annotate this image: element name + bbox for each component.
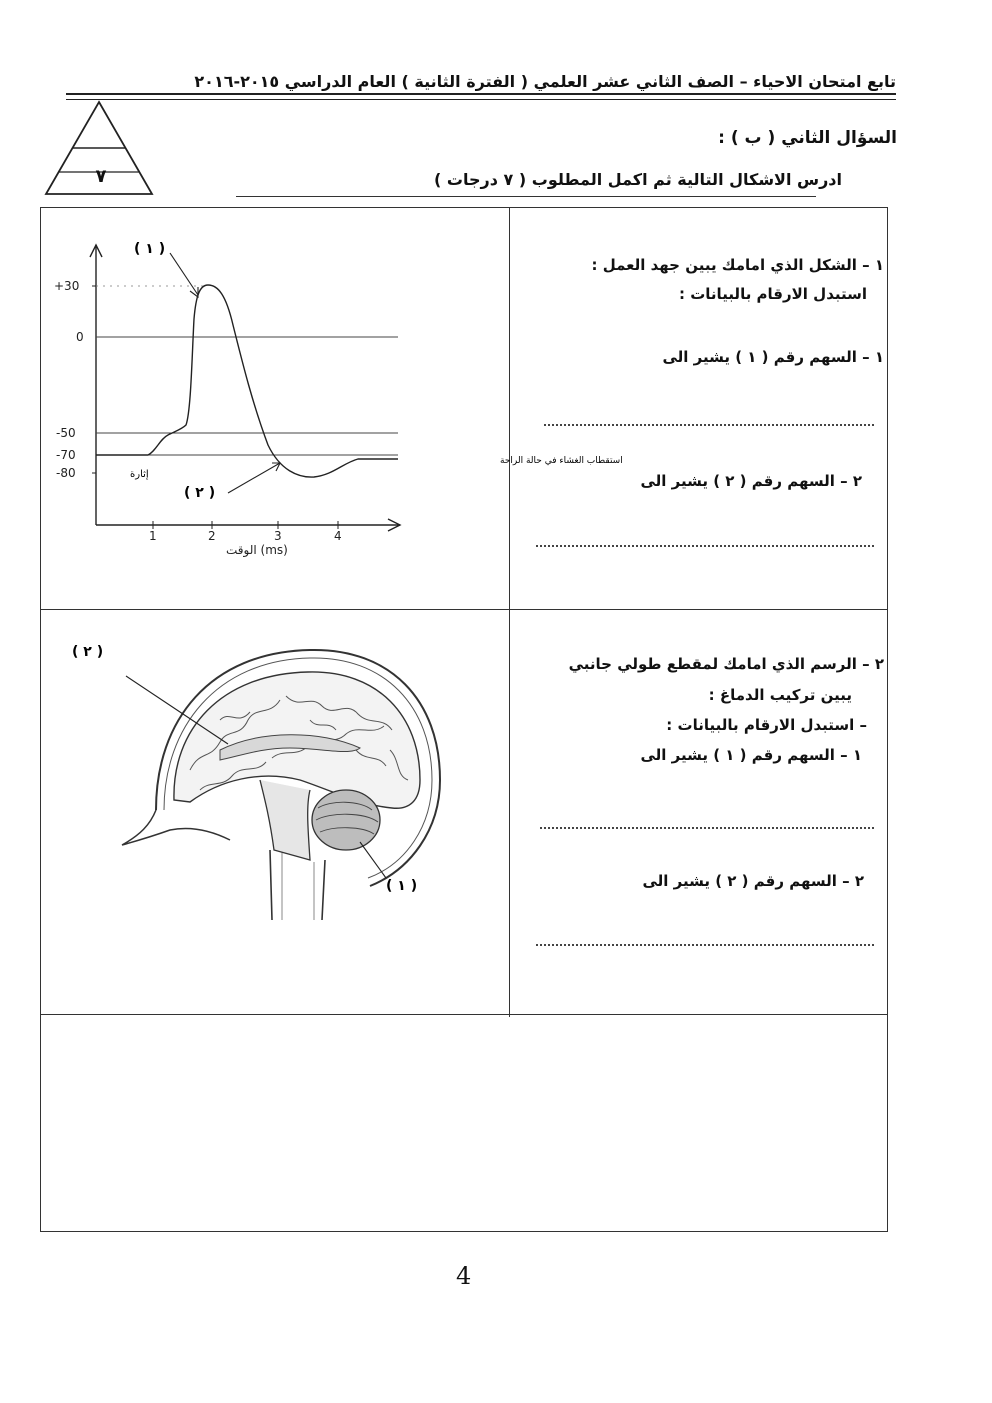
q2-item2: ٢ – السهم رقم ( ٢ ) يشير الى <box>642 872 864 890</box>
q1-answer1-line[interactable] <box>544 424 874 426</box>
brain-arrow-2-label: ( ٢ ) <box>72 644 104 660</box>
instruction-underline <box>236 196 816 197</box>
y-tick-0: 0 <box>76 330 84 344</box>
instruction-text: ادرس الاشكال التالية ثم اكمل المطلوب ( ٧ درجات ) <box>434 170 842 189</box>
y-tick-minus50: -50 <box>56 426 76 440</box>
exam-header-title: تابع امتحان الاحياء – الصف الثاني عشر العلمي ( الفترة الثانية ) العام الدراسي ٢٠١٥-٢٠١٦ <box>66 72 896 95</box>
q2-line3: – استبدل الارقام بالبيانات : <box>666 716 867 734</box>
arrow-2-label: ( ٢ ) <box>184 485 216 501</box>
q1-item2: ٢ – السهم رقم ( ٢ ) يشير الى <box>640 472 862 490</box>
row-divider-2 <box>40 1014 888 1015</box>
column-divider <box>509 207 510 1017</box>
q2-line2: يبين تركيب الدماغ : <box>708 686 852 704</box>
q2-answer1-line[interactable] <box>540 827 874 829</box>
y-tick-minus80: -80 <box>56 466 76 480</box>
x-tick-1: 1 <box>149 529 157 543</box>
y-tick-plus30: +30 <box>54 279 80 293</box>
stimulus-label: إثارة <box>130 469 149 480</box>
brain-arrow-1-label: ( ١ ) <box>386 878 418 894</box>
x-axis-label: الوقت (ms) <box>226 543 288 557</box>
q1-answer2-line[interactable] <box>536 545 874 547</box>
page-number: 4 <box>456 1262 472 1290</box>
score-value: ٧ <box>95 166 107 187</box>
x-tick-3: 3 <box>274 529 282 543</box>
q2-line1: ٢ – الرسم الذي امامك لمقطع طولي جانبي <box>568 655 884 673</box>
q1-line2: استبدل الارقام بالبيانات : <box>679 285 867 303</box>
brain-diagram <box>60 630 500 930</box>
action-potential-curve <box>96 285 398 477</box>
y-tick-minus70: -70 <box>56 448 76 462</box>
action-potential-graph <box>48 215 623 605</box>
q1-item1: ١ – السهم رقم ( ١ ) يشير الى <box>662 348 884 366</box>
x-tick-2: 2 <box>208 529 216 543</box>
q2-item1: ١ – السهم رقم ( ١ ) يشير الى <box>640 746 862 764</box>
x-tick-4: 4 <box>334 529 342 543</box>
q1-line1: ١ – الشكل الذي امامك يبين جهد العمل : <box>591 256 884 274</box>
row-divider-1 <box>40 609 888 610</box>
y-tick-labels <box>54 279 84 480</box>
resting-label: استقطاب الغشاء في حالة الراحة <box>500 456 623 466</box>
arrow-1-label: ( ١ ) <box>134 241 166 257</box>
question-label: السؤال الثاني ( ب ) : <box>718 128 897 148</box>
q2-answer2-line[interactable] <box>536 944 874 946</box>
header-underline <box>66 99 896 100</box>
